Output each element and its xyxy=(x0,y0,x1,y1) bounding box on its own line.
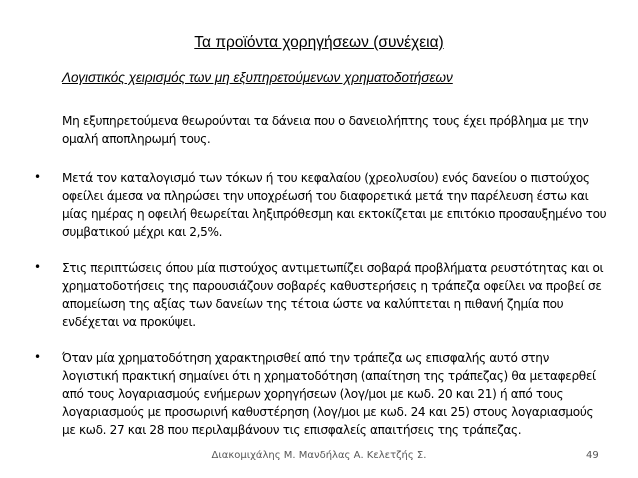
slide-title: Τα προϊόντα χορηγήσεων (συνέχεια) xyxy=(194,34,444,51)
slide-subtitle: Λογιστικός χειρισμός των μη εξυπηρετούμενων χρηματοδοτήσεων xyxy=(62,70,453,85)
bullet-marker-1: • xyxy=(34,170,42,184)
intro-paragraph: Μη εξυπηρετούμενα θεωρούνται τα δάνεια που ο δανειολήπτης τους έχει πρόβλημα με την ομαλή αποπληρωμή τους. xyxy=(62,114,589,146)
bullet-text-3: Όταν μία χρηματοδότηση χαρακτηρισθεί από την τράπεζα ως επισφαλής αυτό στην λογιστική πρακτική σημαίνει ότι η χρηματοδότηση (απαίτηση της τράπεζας) θα μεταφερθεί από τους λογαριασμούς ενήμερων χορηγήσεων (λογ/μοι με κωδ. 20 και 21) ή από τους λογαριασμούς με προσωρινή καθυστέρηση (λογ/μοι με κωδ. 24 και 25) στους λογαριασμούς με κωδ. 27 και 28 που περιλαμβάνουν τις επισφαλείς απαιτήσεις της τράπεζας. xyxy=(62,351,596,437)
page-number: 49 xyxy=(586,450,599,461)
bullet-text-2: Στις περιπτώσεις όπου μία πιστούχος αντιμετωπίζει σοβαρά προβλήματα ρευστότητας και οι χρηματοδοτήσεις της παρουσιάζουν σοβαρές καθυστερήσεις η τράπεζα οφείλει να προβεί σε απομείωση της αξίας των δανείων της τέτοια ώστε να καλύπτεται η πιθανή ζημία που ενδέχεται να προκύψει. xyxy=(62,261,604,329)
bullet-marker-3: • xyxy=(34,350,42,364)
bullet-text-1: Μετά τον καταλογισμό των τόκων ή του κεφαλαίου (χρεολυσίου) ενός δανείου ο πιστούχος οφείλει άμεσα να πληρώσει την υποχρέωσή του διαφορετικά μετά την παρέλευση έστω και μίας ημέρας η οφειλή θεωρείται ληξιπρόθεσμη και εκτοκίζεται με επιτόκιο προσαυξημένο του συμβατικού μέχρι και 2,5%. xyxy=(62,171,607,239)
bullet-marker-2: • xyxy=(34,260,42,274)
footer-authors: Διακομιχάλης Μ. Μανδήλας Α. Κελετζής Σ. xyxy=(211,450,427,461)
